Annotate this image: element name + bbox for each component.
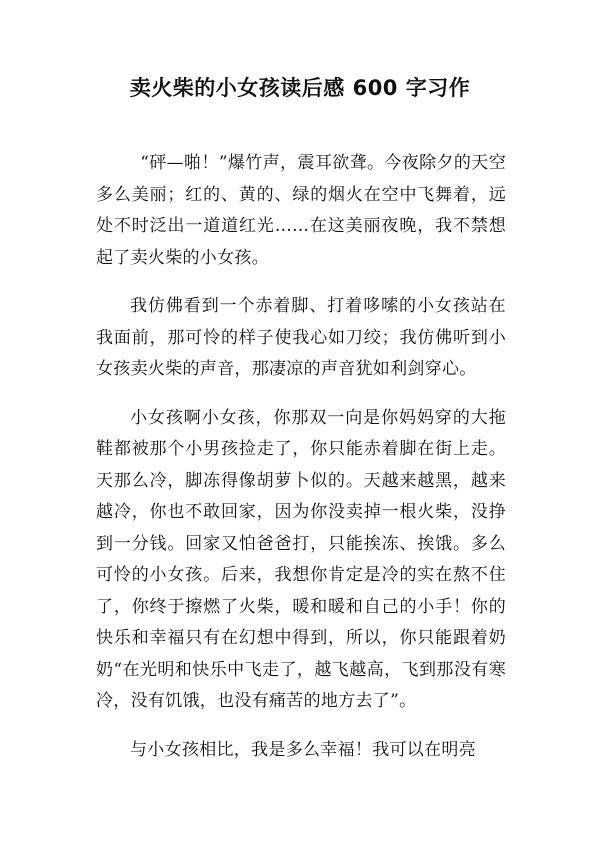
- paragraph-2: 我仿佛看到一个赤着脚、打着哆嗦的小女孩站在我面前，那可怜的样子使我心如刀绞；我仿佛听到小女孩卖火柴的声音，那凄凉的声音犹如利剑穿心。: [96, 296, 506, 379]
- document-body: [96, 148, 506, 783]
- paragraph-3: 小女孩啊小女孩，你那双一向是你妈妈穿的大拖鞋都被那个小男孩捡走了，你只能赤着脚在街上走。天那么冷，脚冻得像胡萝卜似的。天越来越黑，越来越冷，你也不敢回家，因为你没卖掉一根火柴，没挣到一分钱。回家又怕爸爸打，只能挨冻、挨饿。多么可怜的小女孩。后来，我想你肯定是冷的实在熬不住了，你终于擦燃了火柴，暖和暖和自己的小手！你的快乐和幸福只有在幻想中得到，所以，你只能跟着奶奶“在光明和快乐中飞走了，越飞越高，飞到那没有寒冷，没有饥饿，也没有痛苦的地方去了”。: [96, 407, 506, 711]
- paragraph-4: 与小女孩相比，我是多么幸福！我可以在明亮: [130, 739, 476, 760]
- paragraph-1: “砰—啪！”爆竹声，震耳欲聋。今夜除夕的天空多么美丽；红的、黄的、绿的烟火在空中飞舞着，远处不时泛出一道道红光……在这美丽夜晚，我不禁想起了卖火柴的小女孩。: [96, 153, 506, 268]
- document-title: 卖火柴的小女孩读后感 600 字习作: [129, 76, 471, 100]
